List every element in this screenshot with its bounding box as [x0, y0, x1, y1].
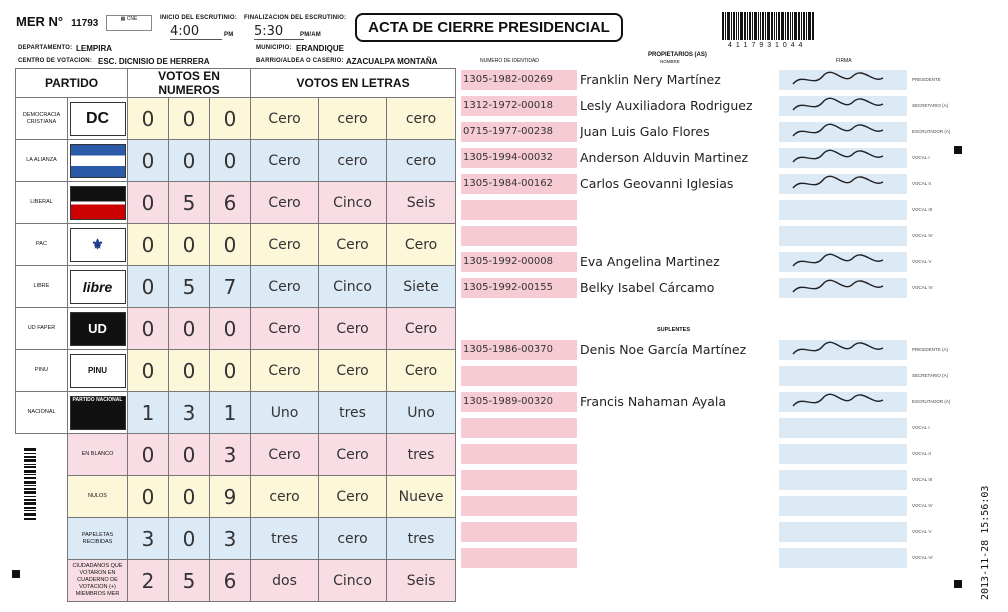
- party-logo-icon: [70, 312, 126, 346]
- member-role: VOCAL III: [912, 207, 933, 212]
- member-id: [461, 200, 577, 220]
- final-value: 5:30: [254, 24, 304, 40]
- signature-icon: [779, 392, 907, 412]
- firma-header: FIRMA: [836, 58, 852, 64]
- member-name: Anderson Alduvin Martinez: [580, 150, 749, 165]
- member-role: VOCAL I: [912, 425, 930, 430]
- table-row: [16, 392, 456, 434]
- vote-digit: 0: [128, 140, 169, 182]
- party-name: DEMOCRACIA CRISTIANA: [16, 98, 68, 140]
- member-id: [461, 496, 577, 516]
- vote-digit: 6: [210, 560, 251, 602]
- table-row: [16, 560, 456, 602]
- member-signature: [779, 444, 907, 464]
- vote-word: Cero: [251, 434, 319, 476]
- member-name: [580, 444, 776, 464]
- vote-word: cero: [387, 140, 456, 182]
- member-role: VOCAL VI: [912, 555, 933, 560]
- departamento-label: DEPARTAMENTO:: [18, 45, 73, 51]
- vote-word: tres: [387, 518, 456, 560]
- vote-digit: 0: [210, 98, 251, 140]
- party-logo: [68, 140, 128, 182]
- party-logo-icon: [70, 186, 126, 220]
- member-name: Denis Noe García Martínez: [580, 342, 747, 357]
- row-label: NULOS: [68, 476, 128, 518]
- party-logo-icon: [70, 396, 126, 430]
- table-row: [16, 518, 456, 560]
- vote-word: Uno: [251, 392, 319, 434]
- member-name: [580, 548, 776, 568]
- party-logo-text: UD: [88, 321, 107, 336]
- vote-word: cero: [319, 140, 387, 182]
- vote-word: Cinco: [319, 182, 387, 224]
- member-signature: [779, 96, 907, 116]
- member-signature: [779, 418, 907, 438]
- vote-digit: 0: [128, 308, 169, 350]
- party-logo-icon: [70, 144, 126, 178]
- party-logo-icon: [70, 102, 126, 136]
- col-letras: VOTOS EN LETRAS: [251, 69, 456, 98]
- member-name: [580, 366, 776, 386]
- vote-word: Nueve: [387, 476, 456, 518]
- signature-icon: [779, 148, 907, 168]
- barcode: [722, 12, 815, 40]
- vote-word: cero: [251, 476, 319, 518]
- vote-digit: 0: [210, 140, 251, 182]
- suplentes-header: SUPLENTES: [657, 327, 691, 333]
- member-signature: [779, 340, 907, 360]
- inicio-suffix: PM: [224, 32, 234, 38]
- vote-digit: 5: [169, 266, 210, 308]
- ident-header: NUMERO DE IDENTIDAD: [480, 58, 539, 64]
- municipio-value: ERANDIQUE: [296, 44, 345, 53]
- member-id: 1305-1984-00162: [461, 174, 577, 194]
- member-name: Lesly Auxiliadora Rodriguez: [580, 98, 753, 113]
- table-row: [16, 350, 456, 392]
- mer-label: MER N°: [16, 14, 64, 29]
- vote-digit: 0: [128, 434, 169, 476]
- member-id: [461, 444, 577, 464]
- party-logo-text: DC: [85, 109, 110, 127]
- vote-digit: 0: [169, 140, 210, 182]
- vote-digit: 7: [210, 266, 251, 308]
- party-logo: [68, 182, 128, 224]
- member-id: 0715-1977-00238: [461, 122, 577, 142]
- member-role: VOCAL II: [912, 181, 931, 186]
- party-name: LA ALIANZA: [16, 140, 68, 182]
- vote-word: dos: [251, 560, 319, 602]
- centro-label: CENTRO DE VOTACION:: [18, 58, 93, 64]
- table-row: [16, 476, 456, 518]
- vote-word: Uno: [387, 392, 456, 434]
- member-role: VOCAL V: [912, 259, 932, 264]
- member-role: VOCAL III: [912, 477, 933, 482]
- corner-mark-icon: [954, 146, 962, 154]
- member-signature: [779, 226, 907, 246]
- party-name: LIBERAL: [16, 182, 68, 224]
- member-id: 1305-1982-00269: [461, 70, 577, 90]
- vote-word: Cero: [319, 308, 387, 350]
- party-name: LIBRE: [16, 266, 68, 308]
- vote-word: Siete: [387, 266, 456, 308]
- vote-digit: 5: [169, 560, 210, 602]
- vote-digit: 0: [210, 308, 251, 350]
- member-role: VOCAL VI: [912, 285, 933, 290]
- member-signature: [779, 366, 907, 386]
- signature-icon: [779, 70, 907, 90]
- table-row: [16, 434, 456, 476]
- vote-digit: 0: [169, 98, 210, 140]
- form-title: ACTA DE CIERRE PRESIDENCIAL: [355, 13, 623, 42]
- vote-word: tres: [251, 518, 319, 560]
- member-id: [461, 418, 577, 438]
- vote-word: cero: [319, 518, 387, 560]
- vote-digit: 0: [169, 476, 210, 518]
- barcode-number: 4 1 1 7 9 3 1 0 4 4: [728, 42, 804, 49]
- vote-digit: 0: [128, 350, 169, 392]
- member-signature: [779, 70, 907, 90]
- corner-mark-icon: [12, 570, 20, 578]
- member-role: SECRETARIO (A): [912, 103, 949, 108]
- member-signature: [779, 496, 907, 516]
- final-label: FINALIZACION DEL ESCRUTINIO:: [244, 15, 347, 21]
- member-name: Belky Isabel Cárcamo: [580, 280, 715, 295]
- vote-word: cero: [319, 98, 387, 140]
- member-name: Juan Luis Galo Flores: [580, 124, 710, 139]
- member-role: ESCRUTADOR (A): [912, 399, 951, 404]
- vote-digit: 3: [210, 434, 251, 476]
- vote-digit: 0: [128, 224, 169, 266]
- vote-word: Cero: [251, 98, 319, 140]
- party-logo-icon: [70, 270, 126, 304]
- vote-digit: 0: [169, 518, 210, 560]
- side-barcode: [24, 448, 36, 558]
- member-id: 1305-1986-00370: [461, 340, 577, 360]
- vote-digit: 3: [169, 392, 210, 434]
- party-logo-icon: [70, 354, 126, 388]
- vote-word: Cero: [251, 308, 319, 350]
- member-role: SECRETARIO (A): [912, 373, 949, 378]
- member-id: 1312-1972-00018: [461, 96, 577, 116]
- member-name: [580, 522, 776, 542]
- col-numeros: VOTOS EN NUMEROS: [128, 69, 251, 98]
- party-logo: [68, 392, 128, 434]
- member-name: [580, 470, 776, 490]
- vote-word: Seis: [387, 560, 456, 602]
- vote-digit: 0: [169, 224, 210, 266]
- member-role: VOCAL II: [912, 451, 931, 456]
- member-id: 1305-1989-00320: [461, 392, 577, 412]
- member-name: Francis Nahaman Ayala: [580, 394, 727, 409]
- vote-word: Cinco: [319, 560, 387, 602]
- signature-icon: [779, 96, 907, 116]
- table-row: [16, 98, 456, 140]
- party-logo-text: PINU: [87, 366, 108, 375]
- member-signature: [779, 252, 907, 272]
- vote-word: Cero: [387, 224, 456, 266]
- signature-icon: [779, 174, 907, 194]
- signature-icon: [779, 252, 907, 272]
- member-id: [461, 522, 577, 542]
- vote-word: cero: [387, 98, 456, 140]
- member-id: 1305-1992-00008: [461, 252, 577, 272]
- member-name: [580, 496, 776, 516]
- barrio-value: AZACUALPA MONTAÑA: [346, 57, 438, 66]
- vote-word: Cinco: [319, 266, 387, 308]
- vote-word: Cero: [319, 476, 387, 518]
- member-name: [580, 418, 776, 438]
- vote-digit: 0: [128, 266, 169, 308]
- member-signature: [779, 278, 907, 298]
- member-name: Eva Angelina Martinez: [580, 254, 720, 269]
- table-row: [16, 266, 456, 308]
- member-role: VOCAL I: [912, 155, 930, 160]
- member-role: ESCRUTADOR (A): [912, 129, 951, 134]
- row-label-spacer: [16, 560, 68, 602]
- vote-word: Cero: [251, 266, 319, 308]
- vote-digit: 1: [210, 392, 251, 434]
- member-name: [580, 200, 776, 220]
- signature-icon: [779, 278, 907, 298]
- member-role: PRESIDENTE (A): [912, 347, 949, 352]
- member-signature: [779, 174, 907, 194]
- propietarios-header: PROPIETARIOS (AS): [648, 52, 707, 58]
- scan-timestamp: 2013-11-28 15:56:03: [980, 485, 991, 600]
- vote-digit: 5: [169, 182, 210, 224]
- mer-number-value: 11793: [71, 18, 99, 29]
- member-id: [461, 226, 577, 246]
- centro-value: ESC. DICNISIO DE HERRERA: [98, 57, 210, 66]
- member-id: [461, 548, 577, 568]
- vote-digit: 9: [210, 476, 251, 518]
- signature-icon: [779, 340, 907, 360]
- vote-word: Cero: [251, 224, 319, 266]
- member-id: 1305-1992-00155: [461, 278, 577, 298]
- table-row: [16, 308, 456, 350]
- table-row: [16, 224, 456, 266]
- party-name: PINU: [16, 350, 68, 392]
- vote-word: Cero: [387, 308, 456, 350]
- barrio-label: BARRIO/ALDEA O CASERIO:: [256, 58, 344, 64]
- vote-word: Cero: [319, 224, 387, 266]
- member-role: VOCAL V: [912, 529, 932, 534]
- party-logo-text: ⚜: [91, 236, 104, 252]
- col-partido: PARTIDO: [16, 69, 128, 98]
- row-label: EN BLANCO: [68, 434, 128, 476]
- party-logo: [68, 266, 128, 308]
- vote-digit: 0: [210, 350, 251, 392]
- member-role: VOCAL IV: [912, 233, 933, 238]
- party-name: UD FAPER: [16, 308, 68, 350]
- row-label: PAPELETAS RECIBIDAS: [68, 518, 128, 560]
- member-signature: [779, 548, 907, 568]
- vote-word: Cero: [319, 350, 387, 392]
- table-row: [16, 182, 456, 224]
- member-name: Carlos Geovanni Iglesias: [580, 176, 734, 191]
- member-id: [461, 366, 577, 386]
- vote-digit: 0: [169, 308, 210, 350]
- vote-digit: 0: [128, 182, 169, 224]
- vote-digit: 1: [128, 392, 169, 434]
- vote-word: Cero: [251, 182, 319, 224]
- vote-word: Cero: [251, 350, 319, 392]
- party-logo: [68, 98, 128, 140]
- departamento-value: LEMPIRA: [76, 44, 112, 53]
- vote-digit: 3: [128, 518, 169, 560]
- vote-digit: 2: [128, 560, 169, 602]
- nombre-header: NOMBRE: [660, 59, 680, 64]
- party-logo: [68, 224, 128, 266]
- party-name: PAC: [16, 224, 68, 266]
- member-name: Franklin Nery Martínez: [580, 72, 721, 87]
- final-suffix: PM/AM: [300, 32, 321, 38]
- member-signature: [779, 148, 907, 168]
- vote-word: Seis: [387, 182, 456, 224]
- vote-digit: 0: [169, 434, 210, 476]
- party-name: NACIONAL: [16, 392, 68, 434]
- votes-table: [15, 68, 456, 602]
- municipio-label: MUNICIPIO:: [256, 45, 292, 51]
- member-signature: [779, 392, 907, 412]
- party-logo: [68, 308, 128, 350]
- member-role: PRESIDENTE: [912, 77, 941, 82]
- member-signature: [779, 522, 907, 542]
- vote-word: tres: [387, 434, 456, 476]
- member-id: 1305-1994-00032: [461, 148, 577, 168]
- party-logo-text: libre: [82, 278, 113, 295]
- party-logo-text: PARTIDO NACIONAL: [72, 396, 123, 403]
- corner-mark-icon: [954, 580, 962, 588]
- member-signature: [779, 470, 907, 490]
- row-label: CIUDADANOS QUE VOTARON EN CUADERNO DE VOTACION (+) MIEMBROS MER: [68, 560, 128, 602]
- vote-word: tres: [319, 392, 387, 434]
- vote-word: Cero: [319, 434, 387, 476]
- party-logo: [68, 350, 128, 392]
- vote-digit: 0: [169, 350, 210, 392]
- party-logo-icon: [70, 228, 126, 262]
- vote-digit: 3: [210, 518, 251, 560]
- vote-word: Cero: [251, 140, 319, 182]
- table-row: [16, 140, 456, 182]
- member-id: [461, 470, 577, 490]
- mer-number: [16, 14, 98, 29]
- logo-icon: ▦ CNE: [106, 15, 152, 31]
- inicio-label: INICIO DEL ESCRUTINIO:: [160, 15, 237, 21]
- vote-digit: 0: [128, 98, 169, 140]
- vote-digit: 0: [210, 224, 251, 266]
- member-signature: [779, 122, 907, 142]
- signature-icon: [779, 122, 907, 142]
- vote-digit: 0: [128, 476, 169, 518]
- inicio-value: 4:00: [170, 24, 222, 40]
- vote-word: Cero: [387, 350, 456, 392]
- member-role: VOCAL IV: [912, 503, 933, 508]
- vote-digit: 6: [210, 182, 251, 224]
- member-signature: [779, 200, 907, 220]
- member-name: [580, 226, 776, 246]
